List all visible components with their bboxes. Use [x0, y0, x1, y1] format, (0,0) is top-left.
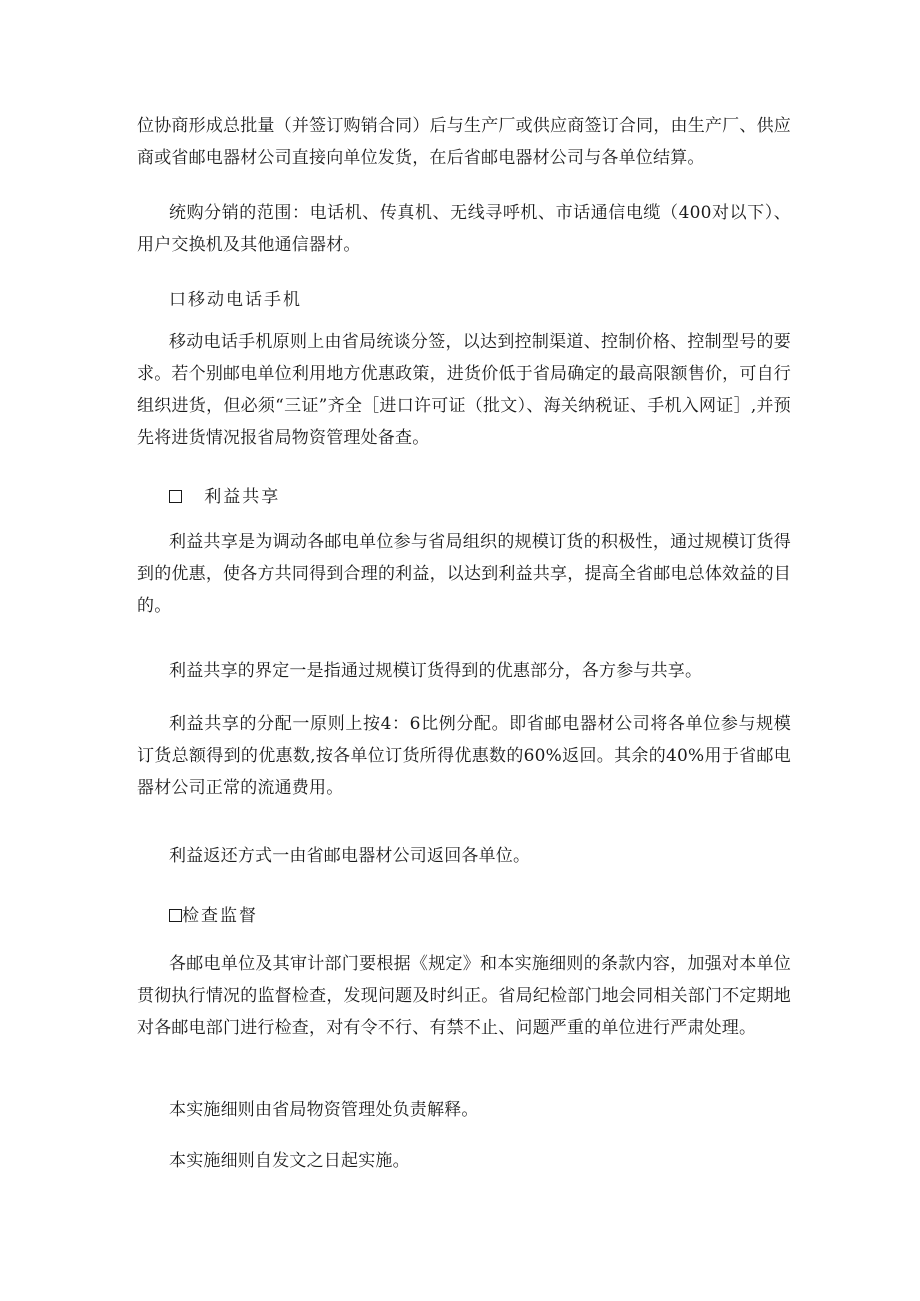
paragraph-benefit-definition: 利益共享的界定一是指通过规模订货得到的优惠部分，各方参与共享。: [169, 661, 703, 681]
paragraph-benefit-distribution: 利益共享的分配一原则上按4：6比例分配。即省邮电器材公司将各单位参与规模订货总额得到的优惠数,按各单位订货所得优惠数的60%返回。其余的40%用于省邮电器材公司正常的流通费用。: [137, 714, 791, 798]
paragraph-benefit-return: 利益返还方式一由省邮电器材公司返回各单位。: [169, 846, 531, 866]
heading-benefit-sharing: [169, 481, 280, 513]
paragraph-benefit-purpose: 利益共享是为调动各邮电单位参与省局组织的规模订货的积极性，通过规模订货得到的优惠，使各方共同得到合理的利益，以达到利益共享，提高全省邮电总体效益的目的。: [137, 532, 791, 616]
paragraph-distribution-scope: 统购分销的范围：电话机、传真机、无线寻呼机、市话通信电缆（400对以下）、用户交换机及其他通信器材。: [137, 203, 791, 255]
heading-mobile-phones: 口移动电话手机: [169, 290, 302, 310]
paragraph-inspection: 各邮电单位及其审计部门要根据《规定》和本实施细则的条款内容，加强对本单位贯彻执行情况的监督检查，发现问题及时纠正。省局纪检部门地会同相关部门不定期地对各邮电部门进行检查，对有令不行、有禁不止、问题严重的单位进行严肃处理。: [137, 954, 791, 1038]
paragraph-effective-date: 本实施细则自发文之日起实施。: [169, 1151, 410, 1171]
paragraph-mobile-phones: 移动电话手机原则上由省局统谈分签，以达到控制渠道、控制价格、控制型号的要求。若个别邮电单位利用地方优惠政策，进货价低于省局确定的最高限额售价，可自行组织进货，但必须“三证”齐全［进口许可证（批文）、海关纳税证、手机入网证］,并预先将进货情况报省局物资管理处备查。: [137, 332, 791, 448]
checkbox-icon: [169, 490, 182, 503]
paragraph-interpretation: 本实施细则由省局物资管理处负责解释。: [169, 1100, 479, 1120]
heading-inspection-label: 检查监督: [182, 906, 258, 926]
heading-inspection: [169, 900, 258, 932]
checkbox-icon: [169, 909, 182, 922]
paragraph-contract-delivery: 位协商形成总批量（并签订购销合同）后与生产厂或供应商签订合同，由生产厂、供应商或省邮电器材公司直接向单位发货，在后省邮电器材公司与各单位结算。: [137, 116, 791, 168]
heading-benefit-sharing-label: 利益共享: [204, 487, 281, 507]
